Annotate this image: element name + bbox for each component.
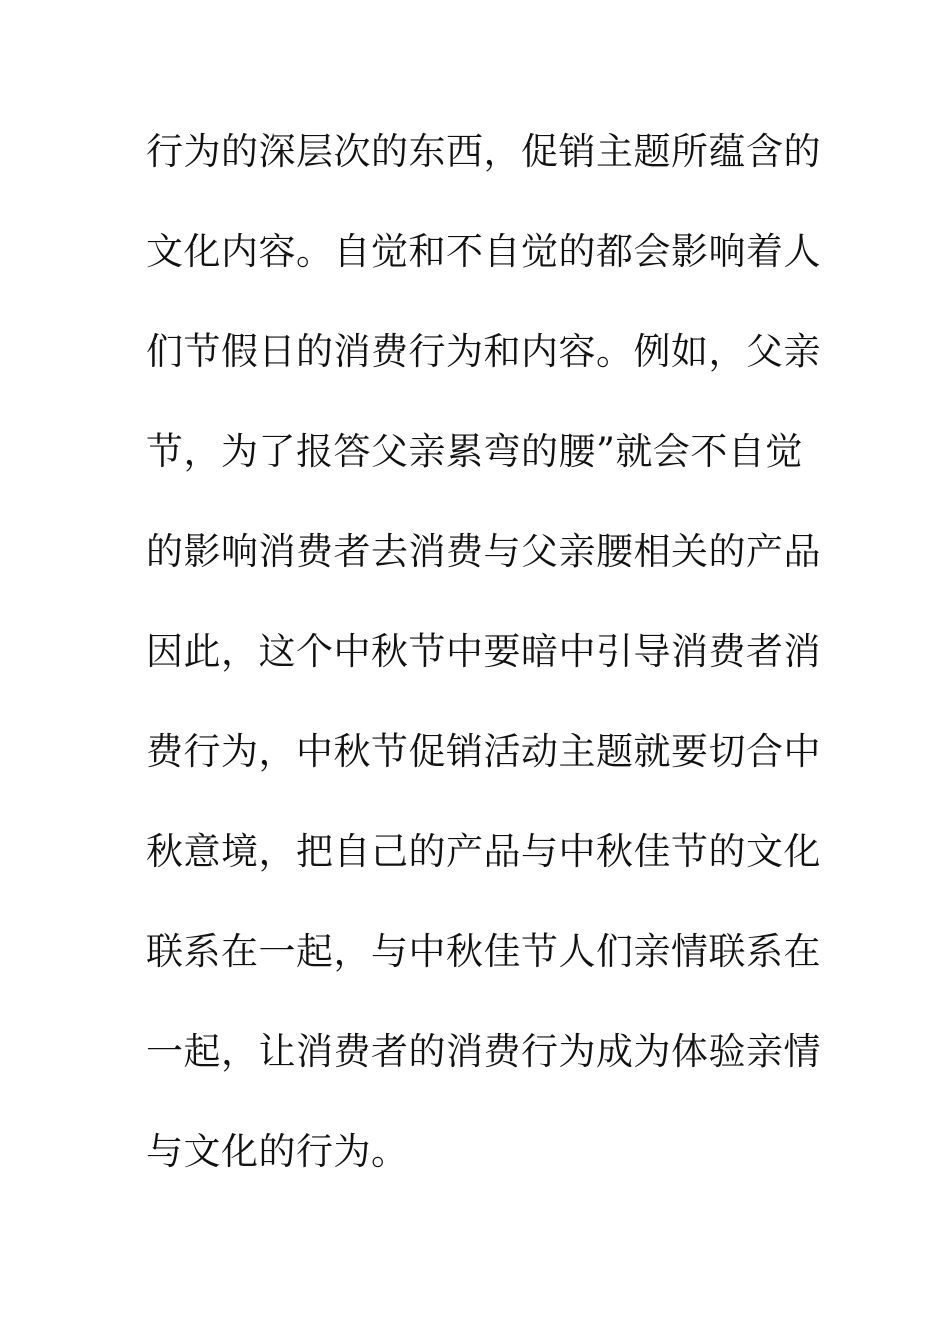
text-line: 与文化的行为。 <box>146 1130 409 1173</box>
text-line: 费行为，中秋节促销活动主题就要切合中 <box>146 730 821 773</box>
text-line: 秋意境，把自己的产品与中秋佳节的文化 <box>146 830 821 873</box>
text-line: 节，为了报答父亲累弯的腰”就会不自觉 <box>146 430 803 473</box>
text-line: 行为的深层次的东西，促销主题所蕴含的 <box>146 130 821 173</box>
text-line: 一起，让消费者的消费行为成为体验亲情 <box>146 1030 821 1073</box>
body-paragraph <box>146 122 826 1222</box>
text-line: 文化内容。自觉和不自觉的都会影响着人 <box>146 230 821 273</box>
text-line: 的影响消费者去消费与父亲腰相关的产品 <box>146 530 821 573</box>
text-line: 们节假日的消费行为和内容。例如，父亲 <box>146 330 821 373</box>
text-line: 联系在一起，与中秋佳节人们亲情联系在 <box>146 930 821 973</box>
text-line: 因此，这个中秋节中要暗中引导消费者消 <box>146 630 821 673</box>
